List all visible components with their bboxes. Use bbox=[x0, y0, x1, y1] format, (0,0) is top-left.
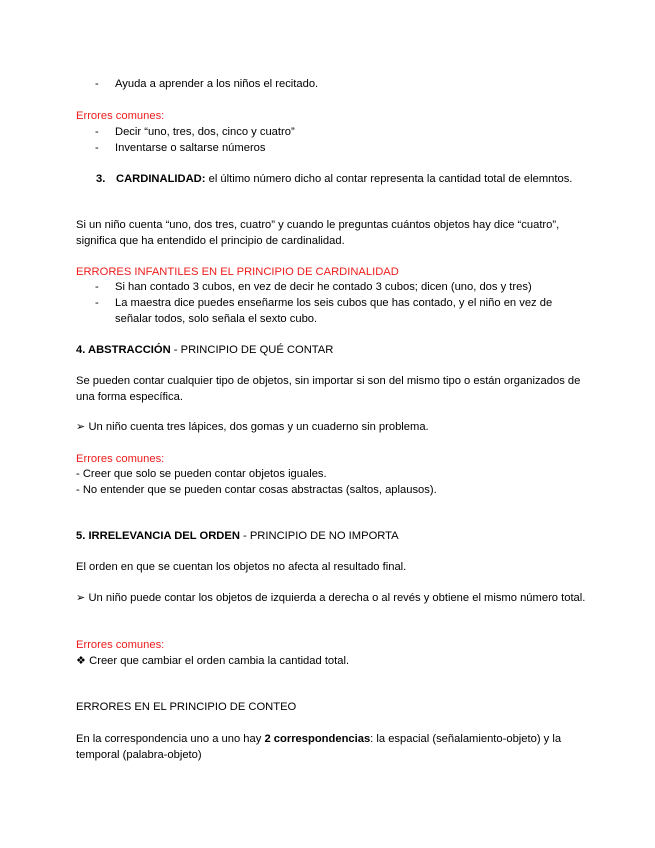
abstraccion-paragraph: Se pueden contar cualquier tipo de objetos, sin importar si son del mismo tipo o están organizados de una forma específica. bbox=[76, 375, 581, 403]
list-item: - Inventarse o saltarse números bbox=[95, 142, 266, 154]
cardinalidad-errors-heading: ERRORES INFANTILES EN EL PRINCIPIO DE CARDINALIDAD bbox=[76, 266, 399, 278]
cardinalidad-paragraph: Si un niño cuenta “uno, dos tres, cuatro” y cuando le preguntas cuántos objetos hay dice “cuatro”, significa que ha entendido el principio de cardinalidad. bbox=[76, 219, 560, 247]
list-item: - Creer que solo se pueden contar objetos iguales. bbox=[76, 468, 327, 480]
irrelevancia-errors-heading: Errores comunes: bbox=[76, 639, 165, 651]
irrelevancia-heading: 5. IRRELEVANCIA DEL ORDEN - PRINCIPIO DE NO IMPORTA bbox=[76, 530, 399, 542]
list-item: - La maestra dice puedes enseñarme los seis cubos que has contado, y el niño en vez de señalar todos, solo señala el sexto cubo. bbox=[95, 297, 553, 325]
list-item: - Decir “uno, tres, dos, cinco y cuatro” bbox=[95, 126, 295, 138]
bullet-dash: - bbox=[95, 78, 99, 90]
list-item: ❖ Creer que cambiar el orden cambia la cantidad total. bbox=[76, 655, 350, 667]
conteo-heading: ERRORES EN EL PRINCIPIO DE CONTEO bbox=[76, 701, 297, 713]
abstraccion-heading: 4. ABSTRACCIÓN - PRINCIPIO DE QUÉ CONTAR bbox=[76, 344, 334, 356]
list-item: - No entender que se pueden contar cosas abstractas (saltos, aplausos). bbox=[76, 484, 437, 496]
abstraccion-example: ➢ Un niño cuenta tres lápices, dos gomas y un cuaderno sin problema. bbox=[76, 421, 429, 433]
errors-heading: Errores comunes: bbox=[76, 110, 165, 122]
cardinalidad-item: 3. CARDINALIDAD: el último número dicho al contar representa la cantidad total de elemntos. bbox=[96, 173, 573, 185]
cardinalidad-title: CARDINALIDAD: bbox=[116, 173, 206, 185]
list-item: - Ayuda a aprender a los niños el recitado. bbox=[95, 78, 319, 90]
irrelevancia-example: ➢ Un niño puede contar los objetos de izquierda a derecha o al revés y obtiene el mismo número total. bbox=[76, 592, 586, 604]
abstraccion-errors-heading: Errores comunes: bbox=[76, 453, 165, 465]
list-item: - Si han contado 3 cubos, en vez de decir he contado 3 cubos; dicen (uno, dos y tres) bbox=[95, 281, 532, 293]
irrelevancia-paragraph: El orden en que se cuentan los objetos no afecta al resultado final. bbox=[76, 561, 407, 573]
conteo-paragraph: En la correspondencia uno a uno hay 2 correspondencias: la espacial (señalamiento-objeto) y la temporal (palabra-objeto) bbox=[76, 733, 562, 761]
